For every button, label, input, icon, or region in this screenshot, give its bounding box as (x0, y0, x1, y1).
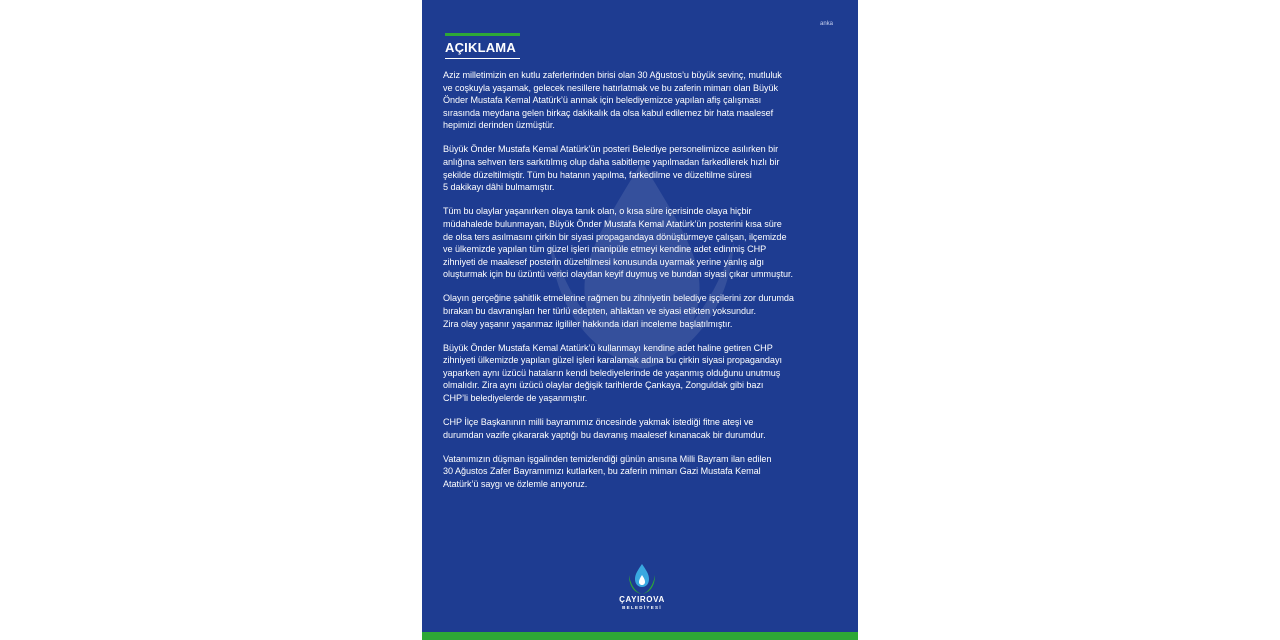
press-release-page (422, 0, 858, 640)
municipality-logo (609, 563, 675, 623)
title-accent-bar (445, 33, 520, 36)
logo-subtitle: BELEDİYESİ (622, 605, 662, 610)
drop-leaf-icon (627, 563, 657, 595)
paragraph-1: Aziz milletimizin en kutlu zaferlerinden birisi olan 30 Ağustos’u büyük sevinç, mutluluk ve coşkuyla yaşamak, gelecek nesillere hatırlatmak ve bu zaferin mimarı olan Büyük Önder Mustafa Kemal Atatürk’ü anmak için belediyemizce yapılan afiş çalışması sırasında meydana gelen birkaç dakikalık da olsa kabul edilemez bir hata maalesef hepimizi derinden üzmüştür. (443, 70, 782, 131)
paragraph-5: Büyük Önder Mustafa Kemal Atatürk’ü kullanmayı kendine adet haline getiren CHP zihniyeti ülkemizde yapılan güzel işleri karalamak adına bu çirkin siyasi propagandayı yaparken aynı üzücü hataların kendi belediyelerinde de yaşanmış olduğunu unutmuş olmalıdır. Zira aynı üzücü olaylar değişik tarihlerde Çankaya, Zonguldak gibi bazı CHP’li belediyelerde de yaşanmıştır. (443, 342, 782, 404)
footer-accent-bar (422, 632, 858, 640)
paragraph-6: CHP İlçe Başkanının milli bayramımız öncesinde yakmak istediği fitne ateşi ve durumdan vazife çıkararak yaptığı bu davranış maalesef kınanacak bir durumdur. (443, 417, 766, 440)
document-title: AÇIKLAMA (445, 40, 516, 55)
paragraph-2: Büyük Önder Mustafa Kemal Atatürk’ün posteri Belediye personelimizce asılırken bir anlığına sehven ters sarkıtılmış olup daha sabitleme yapılmadan farkedilerek hızlı bir şekilde düzeltilmiştir. Tüm bu hatanın yapılma, farkedilme ve düzeltilme süresi 5 dakikayı dâhi bulmamıştır. (443, 144, 780, 193)
paragraph-4: Olayın gerçeğine şahitlik etmelerine rağmen bu zihniyetin belediye işçilerini zor durumda bırakan bu davranışları her türlü edepten, ahlaktan ve siyasi etikten yoksundur. Zira olay yaşanır yaşanmaz ilgililer hakkında idari inceleme başlatılmıştır. (443, 293, 794, 329)
paragraph-7: Vatanımızın düşman işgalinden temizlendiği günün anısına Milli Bayram ilan edilen 30 Ağustos Zafer Bayramımızı kutlarken, bu zaferin mimarı Gazi Mustafa Kemal Atatürk’ü saygı ve özlemle anıyoruz. (443, 453, 772, 490)
source-label: anka (819, 21, 833, 27)
statement-body (443, 69, 851, 502)
logo-name: ÇAYIROVA (619, 595, 665, 604)
title-underline (445, 58, 520, 59)
paragraph-3: Tüm bu olaylar yaşanırken olaya tanık olan, o kısa süre içerisinde olaya hiçbir müdahalede bulunmayan, Büyük Önder Mustafa Kemal Atatürk’ün posterini kısa süre de olsa ters asılmasını çirkin bir siyasi propagandaya dönüştürmeye çalışan, ilçemizde ve ülkemizde yapılan tüm güzel işleri manipüle etmeyi kendine adet edinmiş CHP zihniyeti de maalesef posterin düzeltilmesi konusunda uyarmak yerine yanlış algı oluşturmak için bu üzüntü verici olaydan keyif duymuş ve bundan siyasi çıkar ummuştur. (443, 206, 794, 280)
